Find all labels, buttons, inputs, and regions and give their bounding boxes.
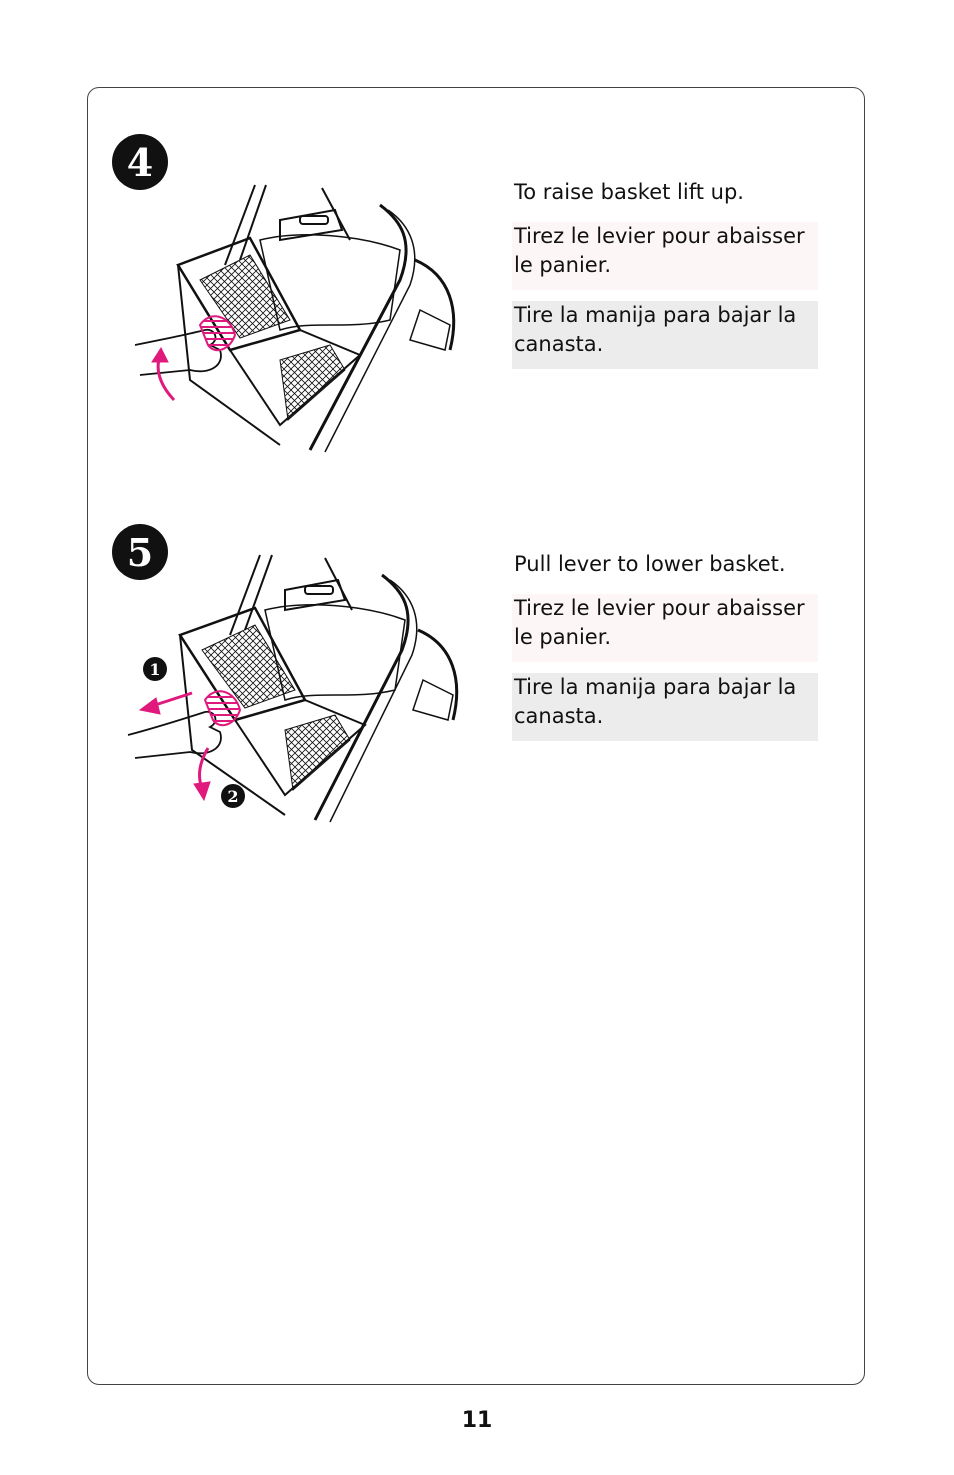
step-4-text <box>512 178 818 380</box>
callout-1-label: 1 <box>149 660 161 679</box>
step-4-number: 4 <box>126 139 154 185</box>
step-5-illustration <box>120 550 470 830</box>
page-number: 11 <box>461 1408 493 1433</box>
step-4-illustration <box>130 180 470 460</box>
step-4-english: To raise basket lift up. <box>514 180 744 204</box>
step-5-english: Pull lever to lower basket. <box>514 552 786 576</box>
step-5-spanish: Tire la manija para bajar la canasta. <box>512 673 818 741</box>
callout-2-label: 2 <box>227 787 239 806</box>
step-5-number: 5 <box>126 529 154 575</box>
step-4-spanish: Tire la manija para bajar la canasta. <box>512 301 818 369</box>
step-5-text <box>512 550 818 752</box>
step-5-french: Tirez le levier pour abaisser le panier. <box>512 594 818 662</box>
step-4-french: Tirez le levier pour abaisser le panier. <box>512 222 818 290</box>
